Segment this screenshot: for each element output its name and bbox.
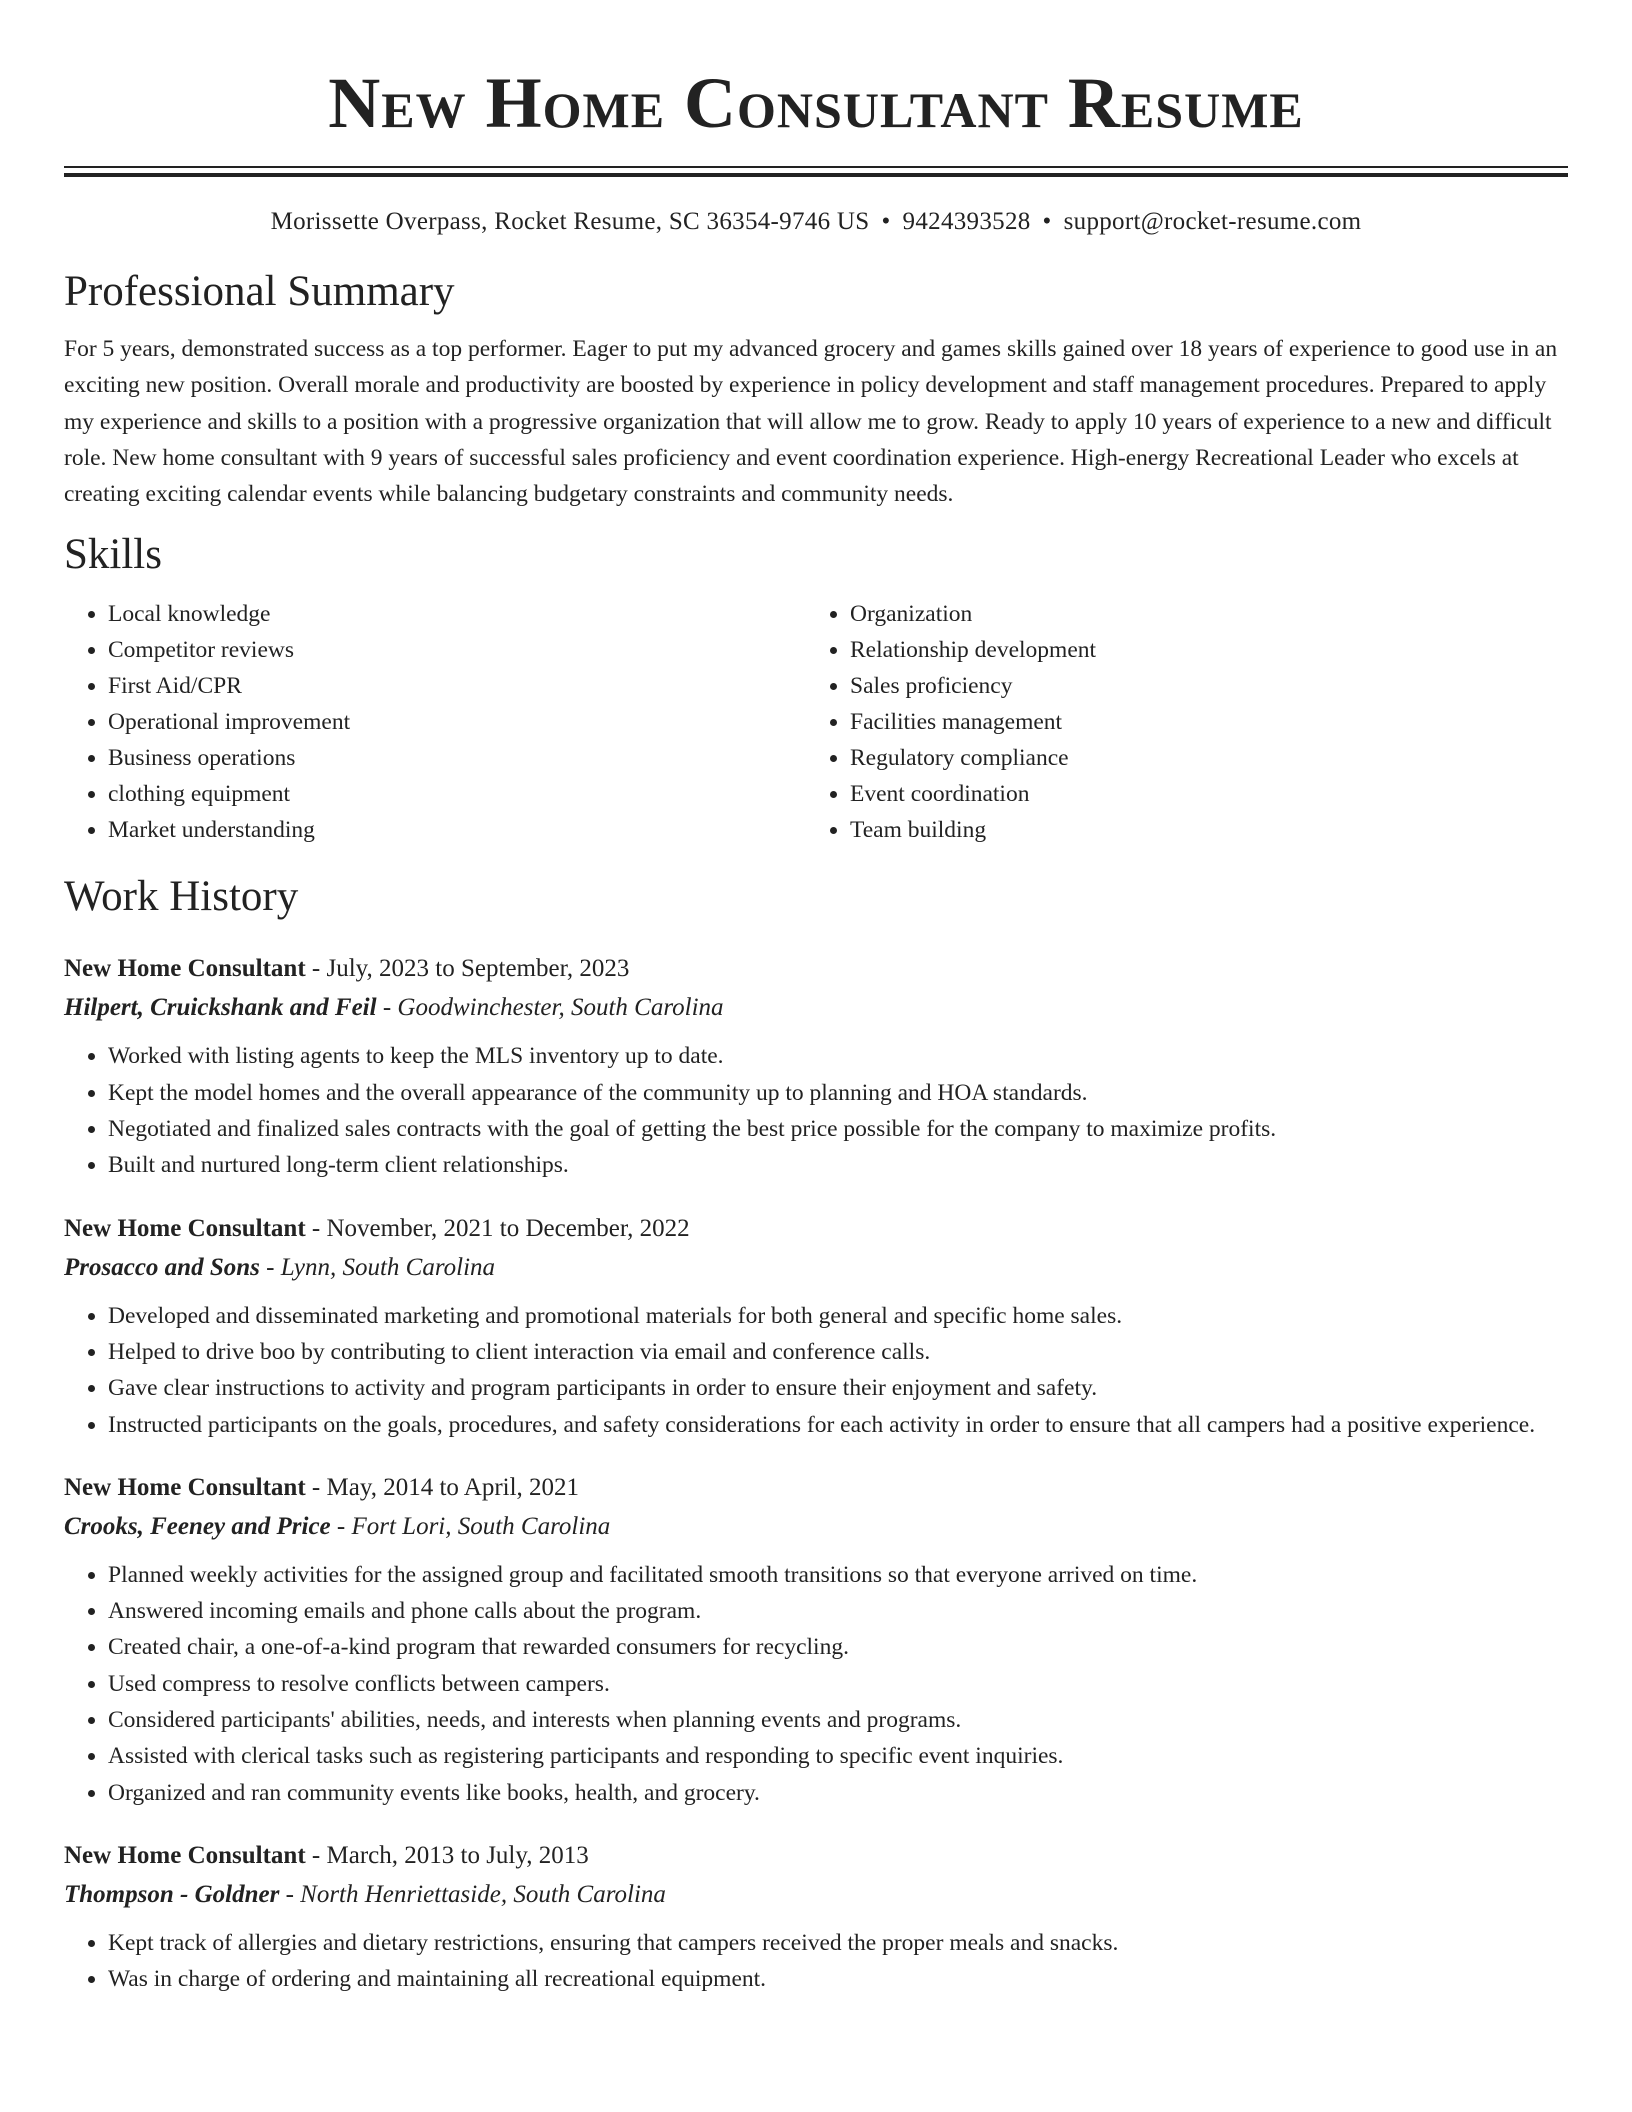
job-bullet: • Used compress to resolve conflicts between campers.: [108, 1666, 1568, 1702]
skill-item: • Regulatory compliance: [850, 740, 1548, 776]
job-location: - Lynn, South Carolina: [259, 1253, 496, 1281]
job-bullets: [64, 1557, 1568, 1811]
job-role: New Home Consultant: [64, 1841, 306, 1869]
job-entry: [64, 1837, 1568, 1998]
summary-heading: Professional Summary: [64, 268, 455, 315]
job-entry: [64, 1210, 1568, 1443]
job-bullet: • Negotiated and finalized sales contracts with the goal of getting the best price possible for the company to maximize profits.: [108, 1111, 1568, 1147]
job-header: [64, 1837, 1568, 1875]
job-company: Prosacco and Sons: [64, 1253, 260, 1281]
job-company-line: [64, 988, 1568, 1028]
job-bullet: • Built and nurtured long-term client relationships.: [108, 1147, 1568, 1183]
job-role: New Home Consultant: [64, 1214, 306, 1242]
skills-column-right: [806, 596, 1548, 848]
job-company-line: [64, 1875, 1568, 1915]
job-bullet: • Considered participants' abilities, needs, and interests when planning events and programs.: [108, 1702, 1568, 1738]
resume-title: New Home Consultant Resume: [328, 63, 1304, 143]
contact-separator: •: [1042, 208, 1052, 235]
contact-address: Morissette Overpass, Rocket Resume, SC 36354-9746 US: [270, 208, 870, 235]
job-location: - Goodwinchester, South Carolina: [376, 994, 724, 1022]
job-bullet: • Kept the model homes and the overall appearance of the community up to planning and HOA standards.: [108, 1075, 1568, 1111]
skill-item: • Operational improvement: [108, 704, 806, 740]
skill-item: • Organization: [850, 596, 1548, 632]
job-bullet: • Developed and disseminated marketing and promotional materials for both general and specific home sales.: [108, 1298, 1568, 1334]
job-company: Thompson - Goldner: [64, 1880, 280, 1908]
skill-item: • Market understanding: [108, 812, 806, 848]
job-bullets: [64, 1038, 1568, 1183]
job-dates: - March, 2013 to July, 2013: [305, 1841, 589, 1869]
job-dates: - November, 2021 to December, 2022: [305, 1214, 690, 1242]
contact-phone: 9424393528: [902, 208, 1031, 235]
contact-line: [64, 205, 1568, 239]
skills-list: [64, 596, 1568, 848]
job-bullets: [64, 1925, 1568, 1998]
job-dates: - July, 2023 to September, 2023: [305, 955, 630, 983]
job-company: Crooks, Feeney and Price: [64, 1512, 331, 1540]
job-bullet: • Organized and ran community events like books, health, and grocery.: [108, 1775, 1568, 1811]
work-history-heading: Work History: [64, 873, 299, 921]
skill-item: • Sales proficiency: [850, 668, 1548, 704]
skills-heading: Skills: [64, 531, 162, 579]
summary-text: For 5 years, demonstrated success as a top performer. Eager to put my advanced grocery and games skills gained over 18 years of experience to good use in an exciting new position. Overall morale and productivity are boosted by experience in policy development and staff management procedures. Prepared to apply my experience and skills to a position with a progressive organization that will allow me to grow. Ready to apply 10 years of experience to a new and difficult role. New home consultant with 9 years of successful sales proficiency and event coordination experience. High-energy Recreational Leader who excels at creating exciting calendar events while balancing budgetary constraints and community needs.: [64, 336, 1558, 508]
skill-item: • First Aid/CPR: [108, 668, 806, 704]
job-bullet: • Assisted with clerical tasks such as registering participants and responding to specific event inquiries.: [108, 1738, 1568, 1774]
job-company: Hilpert, Cruickshank and Feil: [64, 994, 377, 1022]
job-role: New Home Consultant: [64, 955, 306, 983]
job-location: - Fort Lori, South Carolina: [330, 1512, 611, 1540]
resume-page: [64, 0, 1568, 1998]
job-bullet: • Created chair, a one-of-a-kind program that rewarded consumers for recycling.: [108, 1629, 1568, 1665]
job-company-line: [64, 1248, 1568, 1288]
skill-item: • Business operations: [108, 740, 806, 776]
skill-item: • Event coordination: [850, 776, 1548, 812]
skill-item: • Team building: [850, 812, 1548, 848]
job-location: - North Henriettaside, South Carolina: [279, 1880, 666, 1908]
job-bullet: • Was in charge of ordering and maintaining all recreational equipment.: [108, 1961, 1568, 1997]
job-header: [64, 1210, 1568, 1248]
job-bullet: • Gave clear instructions to activity and program participants in order to ensure their enjoyment and safety.: [108, 1370, 1568, 1406]
skill-item: • Competitor reviews: [108, 632, 806, 668]
job-header: [64, 950, 1568, 988]
skills-column-left: [64, 596, 806, 848]
job-bullet: • Answered incoming emails and phone calls about the program.: [108, 1593, 1568, 1629]
title-divider: [64, 166, 1568, 177]
job-header: [64, 1469, 1568, 1507]
skill-item: • Relationship development: [850, 632, 1548, 668]
job-entry: [64, 950, 1568, 1183]
job-bullet: • Instructed participants on the goals, procedures, and safety considerations for each activity in order to ensure that all campers had a positive experience.: [108, 1407, 1568, 1443]
contact-separator: •: [881, 208, 891, 235]
job-bullets: [64, 1298, 1568, 1443]
job-dates: - May, 2014 to April, 2021: [305, 1473, 580, 1501]
job-entry: [64, 1469, 1568, 1811]
contact-email: support@rocket-resume.com: [1063, 208, 1362, 235]
job-company-line: [64, 1507, 1568, 1547]
job-bullet: • Worked with listing agents to keep the MLS inventory up to date.: [108, 1038, 1568, 1074]
job-bullet: • Planned weekly activities for the assigned group and facilitated smooth transitions so that everyone arrived on time.: [108, 1557, 1568, 1593]
skill-item: • clothing equipment: [108, 776, 806, 812]
skill-item: • Local knowledge: [108, 596, 806, 632]
job-role: New Home Consultant: [64, 1473, 306, 1501]
skill-item: • Facilities management: [850, 704, 1548, 740]
job-bullet: • Helped to drive boo by contributing to client interaction via email and conference calls.: [108, 1334, 1568, 1370]
job-bullet: • Kept track of allergies and dietary restrictions, ensuring that campers received the proper meals and snacks.: [108, 1925, 1568, 1961]
